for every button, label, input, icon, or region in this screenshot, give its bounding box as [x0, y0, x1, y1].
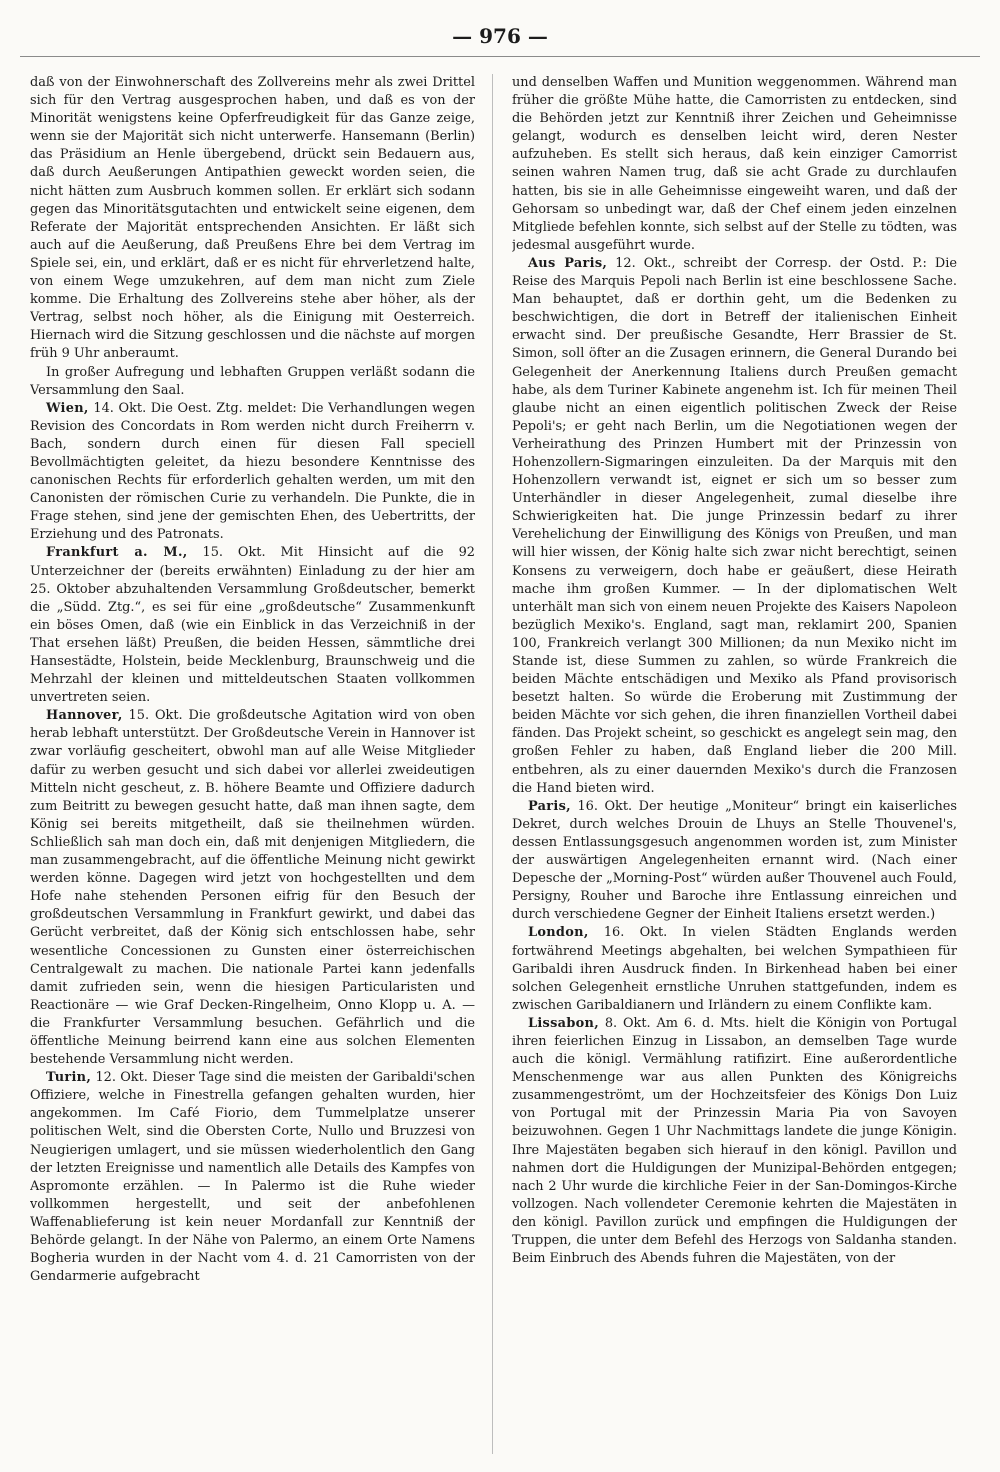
article-paragraph	[512, 74, 957, 255]
article-paragraph	[512, 924, 957, 1014]
right-column	[512, 74, 957, 1454]
dateline: Lissabon,	[528, 1015, 599, 1031]
dateline: Wien,	[46, 400, 89, 416]
article-text: daß von der Einwohnerschaft des Zollvereins mehr als zwei Drittel sich für den Vertrag ausgesprochen haben, und daß es von der Minorität wenigstens keine Opferfreudigkeit für das Ganze zeige, wenn sie der Majorität sich nicht unterwerfe. Hansemann (Berlin) das Präsidium an Henle übergebend, drückt sein Bedauern aus, daß durch Aeußerungen Antipathien geweckt worden seien, die nicht hätten zum Ausbruch kommen sollen. Er erklärt sich sodann gegen das Minoritätsgutachten und entwickelt seine eigenen, dem Referate der Majorität entsprechenden Ansichten. Er läßt sich auch auf die Aeußerung, daß Preußens Ehre bei dem Vertrag im Spiele sei, ein, und erklärt, daß er es nicht für ehrverletzend halte, von einem Wege umzukehren, auf dem man nicht zum Ziele komme. Die Erhaltung des Zollvereins stehe aber höher, als der Vertrag, selbst noch höher, als die Einigung mit Oesterreich. Hiernach wird die Sitzung geschlossen und die nächste auf morgen früh 9 Uhr anberaumt.	[30, 75, 475, 362]
article-text: 12. Okt., schreibt der Corresp. der Ostd. P.: Die Reise des Marquis Pepoli nach Berlin ist eine beschlossene Sache. Man behauptet, daß er dorthin geht, um die Bedenken zu beschwichtigen, die dort in Betreff der italienischen Einheit erwacht sind. Der preußische Gesandte, Herr Brassier de St. Simon, soll öfter an die Zusagen erinnern, die General Durando bei Gelegenheit der Anerkennung Italiens durch Preußen gemacht habe, als dem Turiner Kabinete angenehm ist. Ich für meinen Theil glaube nicht an einen eigentlich politischen Zweck der Reise Pepoli's; er geht nach Berlin, um die Negotiationen wegen der Verheirathung des Prinzen Humbert mit der Prinzessin von Hohenzollern-Sigmaringen einzuleiten. Da der Marquis mit den Hohenzollern verwandt ist, eignet er sich um so besser zum Unterhändler in dieser Angelegenheit, zumal dieselbe ihre Schwierigkeiten hat. Die junge Prinzessin bedarf zu ihrer Verehelichung der Einwilligung des Königs von Preußen, und man will hier wissen, der König halte sich zwar nicht berechtigt, seinen Konsens zu verweigern, doch habe er geäußert, diese Heirath mache ihm großen Kummer. — In der diplomatischen Welt unterhält man sich von einem neuen Projekte des Kaisers Napoleon bezüglich Mexiko's. England, sagt man, reklamirt 200, Spanien 100, Frankreich verlangt 300 Millionen; da nun Mexiko nicht im Stande ist, diese Summen zu zahlen, so würde Frankreich die beiden Mächte entschädigen und Mexiko als Pfand provisorisch besetzt halten. So würde die Eroberung mit Zustimmung der beiden Mächte vor sich gehen, die ihren finanziellen Vortheil dabei fänden. Das Projekt scheint, so geschickt es angelegt sein mag, den großen Fehler zu haben, daß England lieber die 200 Mill. entbehren, als zu einer dauernden Mexiko's durch die Franzosen die Hand bieten wird.	[512, 255, 957, 796]
article-text: 15. Okt. Mit Hinsicht auf die 92 Unterzeichner der (bereits erwähnten) Einladung zu der hier am 25. Oktober abzuhaltenden Versammlung Großdeutscher, bemerkt die „Südd. Ztg.“, es sei für eine „großdeutsche“ Zusammenkunft ein böses Omen, daß (wie ein Einblick in das Verzeichniß in der That ersehen läßt) Preußen, die beiden Hessen, sämmtliche drei Hansestädte, Holstein, beide Mecklenburg, Braunschweig und die Mehrzahl der kleinen und mitteldeutschen Staaten vollkommen unvertreten seien.	[30, 545, 475, 706]
dateline: Hannover,	[46, 708, 123, 724]
dateline: Turin,	[46, 1070, 92, 1086]
page-header	[20, 22, 980, 62]
dateline: Aus Paris,	[528, 255, 608, 271]
page-number: — 976 —	[452, 24, 548, 48]
dateline: London,	[528, 925, 589, 941]
left-column	[30, 74, 475, 1454]
article-paragraph	[512, 1015, 957, 1268]
article-paragraph	[512, 255, 957, 798]
article-text: 16. Okt. In vielen Städten Englands werden fortwährend Meetings abgehalten, bei welchen Sympathieen für Garibaldi ihren Ausdruck finden. In Birkenhead haben bei einer solchen Gelegenheit ernstliche Unruhen stattgefunden, indem es zwischen Garibaldianern und Irländern zu einem Conflikte kam.	[512, 925, 957, 1013]
article-text: 16. Okt. Der heutige „Moniteur“ bringt ein kaiserliches Dekret, durch welches Drouin de Lhuys an Stelle Thouvenel's, dessen Entlassungsgesuch angenommen worden ist, zum Minister der auswärtigen Angelegenheiten ernannt wird. (Nach einer Depesche der „Morning-Post“ würden außer Thouvenel auch Fould, Persigny, Rouher und Baroche ihre Entlassung einreichen und durch verschiedene Gegner der Einheit Italiens ersetzt werden.)	[512, 798, 957, 923]
article-paragraph	[30, 400, 475, 545]
column-divider	[492, 74, 493, 1454]
article-paragraph	[30, 364, 475, 400]
dateline: Paris,	[528, 798, 571, 814]
article-paragraph	[30, 707, 475, 1069]
article-text: 15. Okt. Die großdeutsche Agitation wird von oben herab lebhaft unterstützt. Der Großdeutsche Verein in Hannover ist zwar vorläufig gescheitert, obwohl man auf alle Weise Mitglieder dafür zu werben gesucht und sich dabei vor allerlei zweideutigen Mitteln nicht gescheut, z. B. höhere Beamte und Offiziere dadurch zum Beitritt zu bewegen gesucht hatte, daß man ihnen sagte, dem König sei bereits mitgetheilt, daß sie theilnehmen würden. Schließlich sah man doch ein, daß mit denjenigen Mitgliedern, die man zusammengebracht, auf die öffentliche Meinung nicht gewirkt werden könne. Dagegen wird jetzt von hochgestellten und dem Hofe nahe stehenden Personen eifrig für den Besuch der großdeutschen Versammlung in Frankfurt gewirkt, und dabei das Gerücht verbreitet, daß der König sich entschlossen habe, sehr wesentliche Concessionen zu Gunsten einer österreichischen Centralgewalt zu machen. Die nationale Partei kann jedenfalls damit zufrieden sein, wenn die hiesigen Particularisten und Reactionäre — wie Graf Decken-Ringelheim, Onno Klopp u. A. — die Frankfurter Versammlung besuchen. Gefährlich und die öffentliche Meinung beirrend kann eine aus solchen Elementen bestehende Versammlung nicht werden.	[30, 708, 475, 1068]
article-paragraph	[30, 74, 475, 364]
article-text: 14. Okt. Die Oest. Ztg. meldet: Die Verhandlungen wegen Revision des Concordats in Rom werden nicht durch Freiherrn v. Bach, sondern durch einen für diesen Fall speciell Bevollmächtigten geleitet, da hiezu besondere Kenntnisse des canonischen Rechts für erforderlich gehalten werden, um mit den Canonisten der römischen Curie zu verhandeln. Die Punkte, die in Frage stehen, sind jene der gemischten Ehen, des Uebertritts, der Erziehung und des Patronats.	[30, 400, 475, 543]
article-text: In großer Aufregung und lebhaften Gruppen verläßt sodann die Versammlung den Saal.	[30, 364, 475, 398]
article-paragraph	[512, 798, 957, 925]
dateline: Frankfurt a. M.,	[46, 545, 188, 561]
article-text: und denselben Waffen und Munition weggenommen. Während man früher die größte Mühe hatte, die Camorristen zu entdecken, sind die Behörden jetzt zur Kenntniß ihrer Zeichen und Geheimnisse gelangt, wodurch es denselben leicht wird, deren Nester aufzuheben. Es stellt sich heraus, daß kein einziger Camorrist seinen wahren Namen trug, daß sie acht Grade zu durchlaufen hatten, bis sie in alle Geheimnisse eingeweiht waren, und daß der Gehorsam so unbedingt war, daß der Chef einem jeden einzelnen Mitgliede befehlen konnte, sich selbst auf der Stelle zu tödten, was jedesmal ausgeführt wurde.	[512, 75, 957, 253]
header-rule	[20, 56, 980, 57]
article-text: 12. Okt. Dieser Tage sind die meisten der Garibaldi'schen Offiziere, welche in Finestrella gefangen gehalten wurden, hier angekommen. Im Café Fiorio, dem Tummelplatze unserer politischen Welt, sind die Obersten Corte, Nullo und Bruzzesi von Neugierigen umlagert, und sie müssen wiederholentlich den Gang der letzten Ereignisse und namentlich alle Details des Kampfes von Aspromonte erzählen. — In Palermo ist die Ruhe wieder vollkommen hergestellt, und seit der anbefohlenen Waffenablieferung ist kein neuer Mordanfall zur Kenntniß der Behörde gelangt. In der Nähe von Palermo, an einem Orte Namens Bogheria wurden in der Nacht vom 4. d. 21 Camorristen von der Gendarmerie aufgebracht	[30, 1070, 475, 1285]
article-paragraph	[30, 544, 475, 707]
article-paragraph	[30, 1069, 475, 1286]
article-text: 8. Okt. Am 6. d. Mts. hielt die Königin von Portugal ihren feierlichen Einzug in Lissabon, an demselben Tage wurde auch die königl. Vermählung ratifizirt. Eine außerordentliche Menschenmenge war aus allen Punkten des Königreichs zusammengeströmt, um der Hochzeitsfeier des Königs Don Luiz von Portugal mit der Prinzessin Maria Pia von Savoyen beizuwohnen. Gegen 1 Uhr Nachmittags landete die junge Königin. Ihre Majestäten begaben sich hierauf in den königl. Pavillon und nahmen dort die Huldigungen der Munizipal-Behörden entgegen; nach 2 Uhr wurde die kirchliche Feier in der San-Domingos-Kirche vollzogen. Nach vollendeter Ceremonie kehrten die Majestäten in den königl. Pavillon zurück und empfingen die Huldigungen der Truppen, die unter dem Befehl des Herzogs von Saldanha standen. Beim Einbruch des Abends fuhren die Majestäten, von der	[512, 1015, 957, 1267]
